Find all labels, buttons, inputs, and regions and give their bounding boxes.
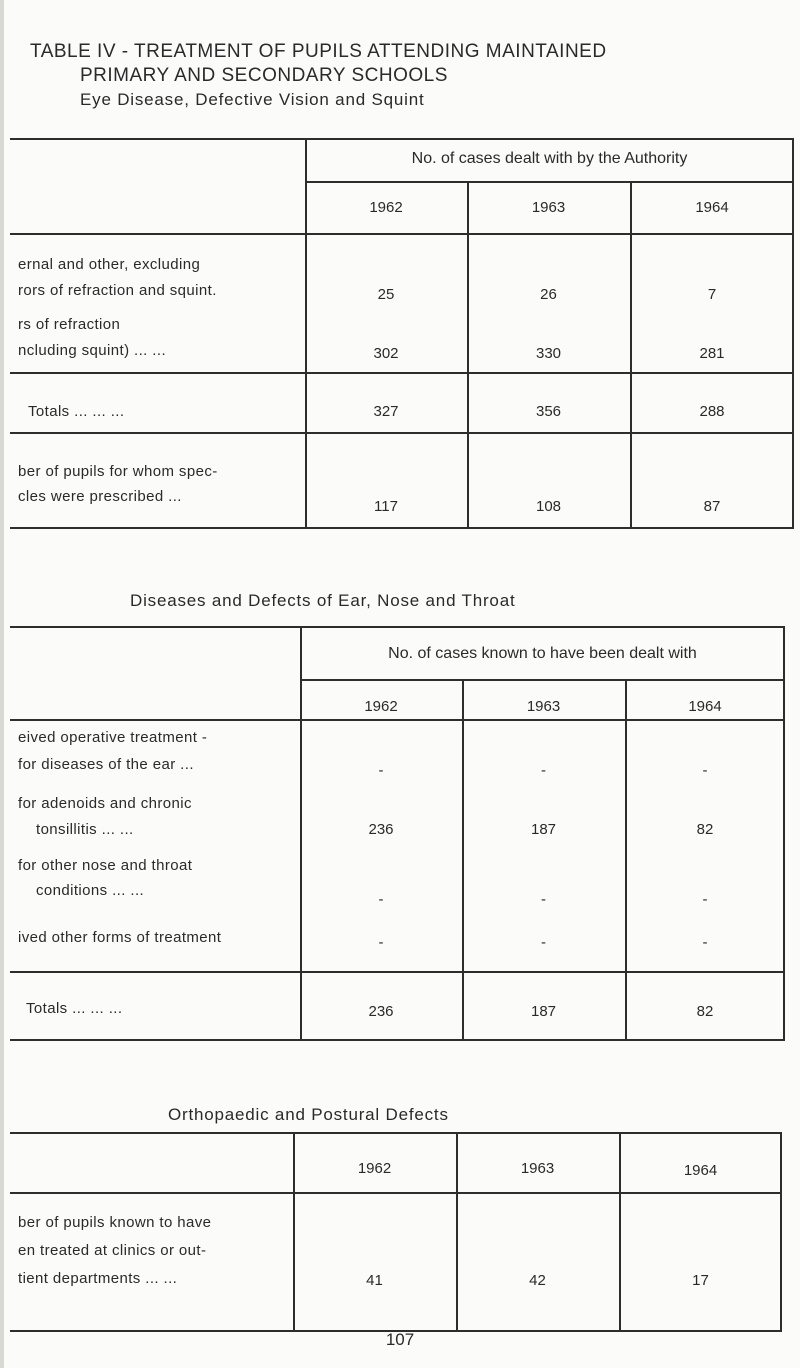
rule [10, 1192, 782, 1194]
ent-other-label: for other nose and throat [18, 857, 193, 874]
ent-treatment-1963: - [541, 934, 546, 951]
eye-year-1962: 1962 [369, 199, 403, 216]
ortho-label: tient departments ... ... [18, 1270, 178, 1287]
ent-other-label: conditions ... ... [36, 882, 145, 899]
ent-operative-label: eived operative treatment - [18, 729, 208, 746]
ortho-year-1962: 1962 [357, 1160, 392, 1177]
ortho-year-1964: 1964 [683, 1162, 718, 1179]
eye-row2-1963: 330 [535, 345, 562, 362]
eye-group-header: No. of cases dealt with by the Authority [411, 150, 688, 167]
ent-adenoids-label: for adenoids and chronic [18, 795, 192, 812]
ortho-year-1963: 1963 [520, 1160, 555, 1177]
rule [10, 233, 794, 235]
ent-year-1963: 1963 [526, 698, 561, 715]
eye-row1-1964: 7 [707, 286, 717, 303]
eye-spec-label: ber of pupils for whom spec- [18, 463, 218, 480]
ent-other-1963: - [541, 891, 546, 908]
rule [10, 971, 785, 973]
ortho-label: en treated at clinics or out- [18, 1242, 207, 1259]
eye-row2-1962: 302 [373, 345, 399, 362]
rule [462, 679, 464, 1041]
ent-ear-1962: - [378, 762, 384, 779]
eye-year-1964: 1964 [695, 199, 729, 216]
rule [10, 432, 794, 434]
rule [10, 1132, 782, 1134]
table-header [30, 40, 607, 112]
eye-spec-1962: 117 [374, 498, 398, 515]
ortho-1963: 42 [529, 1272, 546, 1289]
ent-treatment-label: ived other forms of treatment [18, 929, 222, 946]
eye-totals-1963: 356 [535, 403, 562, 420]
rule [792, 138, 794, 529]
ortho-title: Orthopaedic and Postural Defects [168, 1105, 449, 1124]
rule [305, 138, 307, 529]
ent-totals-label: Totals ... ... ... [26, 1000, 123, 1017]
eye-row2-label: ncluding squint) ... ... [18, 342, 167, 359]
ent-year-1962: 1962 [364, 698, 398, 715]
eye-row1-1963: 26 [540, 286, 557, 303]
ent-ear-label: for diseases of the ear ... [18, 756, 194, 773]
table-title: TABLE IV - TREATMENT OF PUPILS ATTENDING MAINTAINED [30, 41, 607, 62]
page-number: 107 [385, 1330, 415, 1349]
eye-row1-1962: 25 [377, 286, 395, 303]
ent-totals-1964: 82 [696, 1003, 714, 1020]
eye-row2-1964: 281 [699, 345, 725, 362]
eye-totals-label: Totals ... ... ... [28, 403, 125, 420]
ent-year-1964: 1964 [688, 698, 722, 715]
rule [10, 719, 785, 721]
ent-treatment-1964: - [702, 934, 708, 951]
ent-adenoids-1963: 187 [530, 821, 557, 838]
ent-group-header: No. of cases known to have been dealt with [388, 645, 697, 662]
ent-other-1964: - [702, 891, 708, 908]
ent-ear-1963: - [541, 762, 546, 779]
eye-row2-label: rs of refraction [18, 316, 121, 333]
ent-adenoids-label: tonsillitis ... ... [36, 821, 134, 838]
rule [10, 138, 794, 140]
rule [305, 181, 794, 183]
ent-other-1962: - [378, 891, 384, 908]
eye-totals-1962: 327 [373, 403, 399, 420]
eye-spec-1964: 87 [703, 498, 721, 515]
ortho-label: ber of pupils known to have [18, 1214, 212, 1231]
table-subtitle: PRIMARY AND SECONDARY SCHOOLS [80, 65, 448, 86]
eye-row1-label: ernal and other, excluding [18, 256, 201, 273]
page-edge [0, 0, 4, 1368]
ent-ear-1964: - [702, 762, 708, 779]
ent-totals-1963: 187 [530, 1003, 557, 1020]
eye-section-title: Eye Disease, Defective Vision and Squint [80, 90, 425, 109]
eye-row1-label: rors of refraction and squint. [18, 282, 217, 299]
eye-totals-1964: 288 [699, 403, 725, 420]
ent-treatment-1962: - [378, 934, 384, 951]
rule [10, 527, 794, 529]
eye-spec-1963: 108 [535, 498, 562, 515]
ent-totals-1962: 236 [368, 1003, 394, 1020]
ent-adenoids-1964: 82 [696, 821, 714, 838]
rule [10, 1039, 785, 1041]
ent-adenoids-1962: 236 [368, 821, 394, 838]
eye-spec-label: cles were prescribed ... [18, 488, 182, 505]
eye-year-1963: 1963 [531, 199, 566, 216]
ortho-1962: 41 [366, 1272, 383, 1289]
rule [300, 679, 785, 681]
rule [10, 372, 794, 374]
ent-title: Diseases and Defects of Ear, Nose and Throat [130, 591, 516, 610]
rule [10, 626, 785, 628]
ortho-1964: 17 [692, 1272, 709, 1289]
rule [625, 679, 627, 1041]
